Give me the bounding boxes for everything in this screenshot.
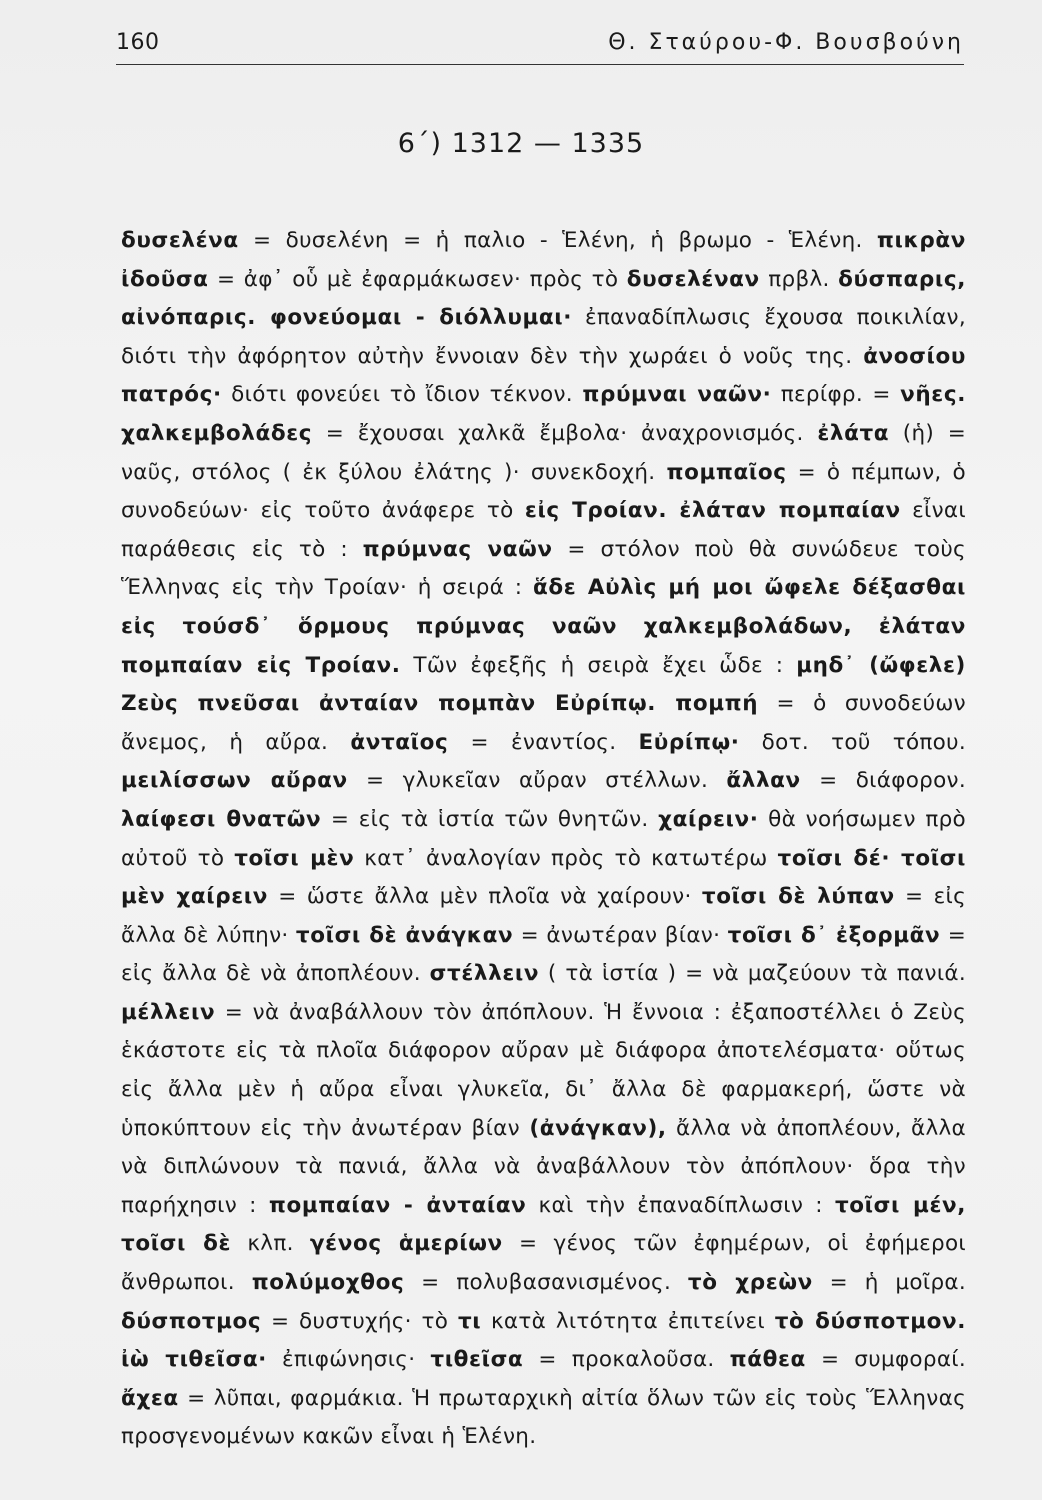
gloss-text: περίφρ. =: [771, 382, 901, 408]
running-head: Θ. Σταύρου-Φ. Βουσβούνη: [608, 30, 964, 55]
gloss-text: = εἰς τὰ ἱστία τῶν θνητῶν.: [321, 806, 659, 832]
lemma-text: δύσποτμος: [121, 1308, 262, 1334]
gloss-text: διότι φονεύει τὸ ἴδιον τέκνον.: [221, 382, 583, 408]
gloss-text: (ἡ) = ναῦς, στόλος ( ἐκ ξύλου ἐλάτης )· συνεκδοχή.: [121, 420, 967, 485]
lemma-text: (ἀνάγκαν),: [529, 1115, 667, 1141]
lemma-text: μέλλειν: [121, 999, 216, 1025]
lemma-text: πρύμναι ναῶν·: [582, 382, 772, 408]
lemma-text: πομπαίαν - ἀνταίαν: [268, 1192, 527, 1218]
gloss-text: δοτ. τοῦ τόπου.: [739, 729, 966, 755]
lemma-text: ἀνοσίου πατρός·: [121, 343, 966, 408]
lemma-text: τοῖσι δὲ λύπαν: [701, 884, 895, 910]
gloss-text: = εἰς ἄλλα δὲ λύπην·: [121, 884, 967, 948]
gloss-text: = ἐναντίος.: [448, 729, 639, 755]
gloss-text: = γλυκεῖαν αὔραν στέλλων.: [347, 768, 727, 794]
gloss-text: κατ᾽ ἀναλογίαν πρὸς τὸ κατωτέρω: [354, 845, 778, 871]
gloss-text: = ὥστε ἄλλα μὲν πλοῖα νὰ χαίρουν·: [268, 884, 702, 910]
gloss-text: = στόλον ποὺ θὰ συνώδευε τοὺς Ἕλληνας εἰς τὴν Τροίαν· ἡ σειρά :: [121, 536, 966, 601]
header-rule: [116, 64, 964, 65]
lemma-text: λαίφεσι θνατῶν: [121, 806, 322, 832]
gloss-text: = δυστυχής· τὸ: [261, 1308, 458, 1334]
lemma-text: δυσελένα: [121, 228, 239, 253]
lemma-text: εἰς Τροίαν. ἐλάταν πομπαίαν: [524, 498, 901, 524]
lemma-text: τὸ δύσποτμον. ἰὼ τιθεῖσα·: [121, 1308, 967, 1373]
gloss-text: = διάφορον.: [800, 768, 966, 794]
gloss-text: κατὰ λιτότητα ἐπιτείνει: [481, 1308, 775, 1334]
lemma-text: πομπαῖος: [666, 459, 787, 485]
page-header: [116, 24, 964, 68]
gloss-text: = πολυβασανισμένος.: [404, 1270, 688, 1296]
gloss-text: Τῶν ἐφεξῆς ἡ σειρὰ ἔχει ὧδε :: [400, 652, 797, 678]
gloss-text: = λῦπαι, φαρμάκια. Ἡ πρωταρχικὴ αἰτία ὅλων τῶν εἰς τοὺς Ἕλληνας προσγενομένων κακῶν εἶναι ἡ Ἑλένη.: [121, 1385, 966, 1450]
gloss-text: καὶ τὴν ἐπαναδίπλωσιν :: [526, 1192, 835, 1218]
lemma-text: μηδ᾽ (ὤφελε) Ζεὺς πνεῦσαι ἀνταίαν πομπὰν Εὐρίπῳ. πομπή: [121, 652, 966, 717]
gloss-text: κλπ.: [231, 1231, 310, 1257]
gloss-text: = συμφοραί.: [805, 1347, 967, 1373]
gloss-text: = εἰς ἄλλα δὲ νὰ ἀποπλέουν.: [121, 922, 967, 987]
gloss-text: ( τὰ ἱστία ) = νὰ μαζεύουν τὰ πανιά.: [539, 961, 967, 987]
lemma-text: ἐλάτα: [817, 420, 890, 446]
lemma-text: τοῖσι μὲν: [234, 845, 355, 871]
gloss-text: = γένος τῶν ἐφημέρων, οἱ ἐφήμεροι ἄνθρωποι.: [121, 1231, 966, 1296]
lemma-text: γένος ἁμερίων: [309, 1231, 503, 1257]
lemma-text: ἄχεα: [121, 1385, 179, 1411]
lemma-text: νῆες. χαλκεμβολάδες: [121, 382, 966, 446]
gloss-text: ἐπιφώνησις·: [266, 1347, 431, 1373]
gloss-text: = προκαλοῦσα.: [523, 1347, 730, 1373]
lemma-text: τοῖσι δέ· τοῖσι μὲν χαίρειν: [121, 845, 967, 910]
lemma-text: τοῖσι μέν, τοῖσι δὲ: [121, 1192, 967, 1257]
commentary-paragraph: [121, 222, 966, 1457]
section-title: 6΄) 1312 — 1335: [397, 128, 645, 159]
gloss-text: = ὁ πέμπων, ὁ συνοδεύων· εἰς τοῦτο ἀνάφερε τὸ: [121, 459, 966, 524]
lemma-text: μειλίσσων αὔραν: [121, 768, 348, 794]
lemma-text: πικρὰν ἰδοῦσα: [121, 228, 966, 292]
lemma-text: πολύμοχθος: [251, 1270, 405, 1296]
commentary-body: [121, 222, 966, 1457]
gloss-text: = δυσελένη = ἡ παλιο - Ἑλένη, ἡ βρωμο - Ἑλένη.: [238, 228, 877, 253]
gloss-text: ἐπαναδίπλωσις ἔχουσα ποικιλίαν, διότι τὴν ἀφόρητον αὐτὴν ἔννοιαν δὲν τὴν χωράει ὁ νοῦς της.: [121, 305, 966, 369]
gloss-text: ἄλλα νὰ ἀποπλέουν, ἄλλα νὰ διπλώνουν τὰ πανιά, ἄλλα νὰ ἀναβάλλουν τὸν ἀπόπλουν· ὅρα τὴν παρήχησιν :: [121, 1115, 966, 1218]
lemma-text: Εὐρίπῳ·: [638, 729, 740, 755]
lemma-text: τιθεῖσα: [430, 1347, 524, 1373]
gloss-text: = νὰ ἀναβάλλουν τὸν ἀπόπλουν. Ἡ ἔννοια : ἐξαποστέλλει ὁ Ζεὺς ἑκάστοτε εἰς τὰ πλοῖα διάφορον αὔραν μὲ διάφορα ἀποτελέσματα· οὕτως εἰς ἄλλα μὲν ἡ αὔρα εἶναι γλυκεῖα, δι᾽ ἄλλα δὲ φαρμακερή, ὥστε νὰ ὑποκύπτουν εἰς τὴν ἀνωτέραν βίαν: [121, 999, 966, 1141]
lemma-text: ἀνταῖος: [350, 729, 449, 755]
gloss-text: = ἀφ᾽ οὗ μὲ ἐφαρμάκωσεν· πρὸς τὸ: [208, 266, 627, 292]
gloss-text: = ὁ συνοδεύων ἄνεμος, ἡ αὔρα.: [121, 691, 966, 755]
gloss-text: εἶναι παράθεσις εἰς τὸ :: [121, 498, 966, 562]
lemma-text: πρύμνας ναῶν: [362, 536, 553, 562]
lemma-text: πάθεα: [729, 1347, 806, 1373]
lemma-text: ἄλλαν: [726, 768, 801, 794]
gloss-text: θὰ νοήσωμεν πρὸ αὐτοῦ τὸ: [121, 806, 966, 871]
gloss-text: = ἔχουσαι χαλκᾶ ἔμβολα· ἀναχρονισμός.: [312, 420, 818, 446]
lemma-text: τι: [457, 1308, 482, 1334]
lemma-text: χαίρειν·: [658, 806, 759, 832]
page-number: 160: [116, 30, 160, 55]
gloss-text: = ἀνωτέραν βίαν·: [513, 922, 728, 948]
gloss-text: = ἡ μοῖρα.: [812, 1270, 966, 1296]
lemma-text: τοῖσι δ᾽ ἐξορμᾶν: [727, 922, 941, 948]
lemma-text: δύσπαρις, αἰνόπαρις. φονεύομαι - διόλλυμαι·: [121, 266, 967, 331]
lemma-text: ἅδε Αὐλὶς μή μοι ὤφελε δέξασθαι εἰς τούσδ᾽ ὅρμους πρύμνας ναῶν χαλκεμβολάδων, ἐλάταν πομπαίαν εἰς Τροίαν.: [121, 575, 967, 678]
lemma-text: στέλλειν: [429, 961, 540, 987]
gloss-text: πρβλ.: [759, 266, 839, 292]
lemma-text: τὸ χρεὼν: [687, 1270, 813, 1296]
lemma-text: δυσελέναν: [626, 266, 760, 292]
lemma-text: τοῖσι δὲ ἀνάγκαν: [295, 922, 514, 948]
